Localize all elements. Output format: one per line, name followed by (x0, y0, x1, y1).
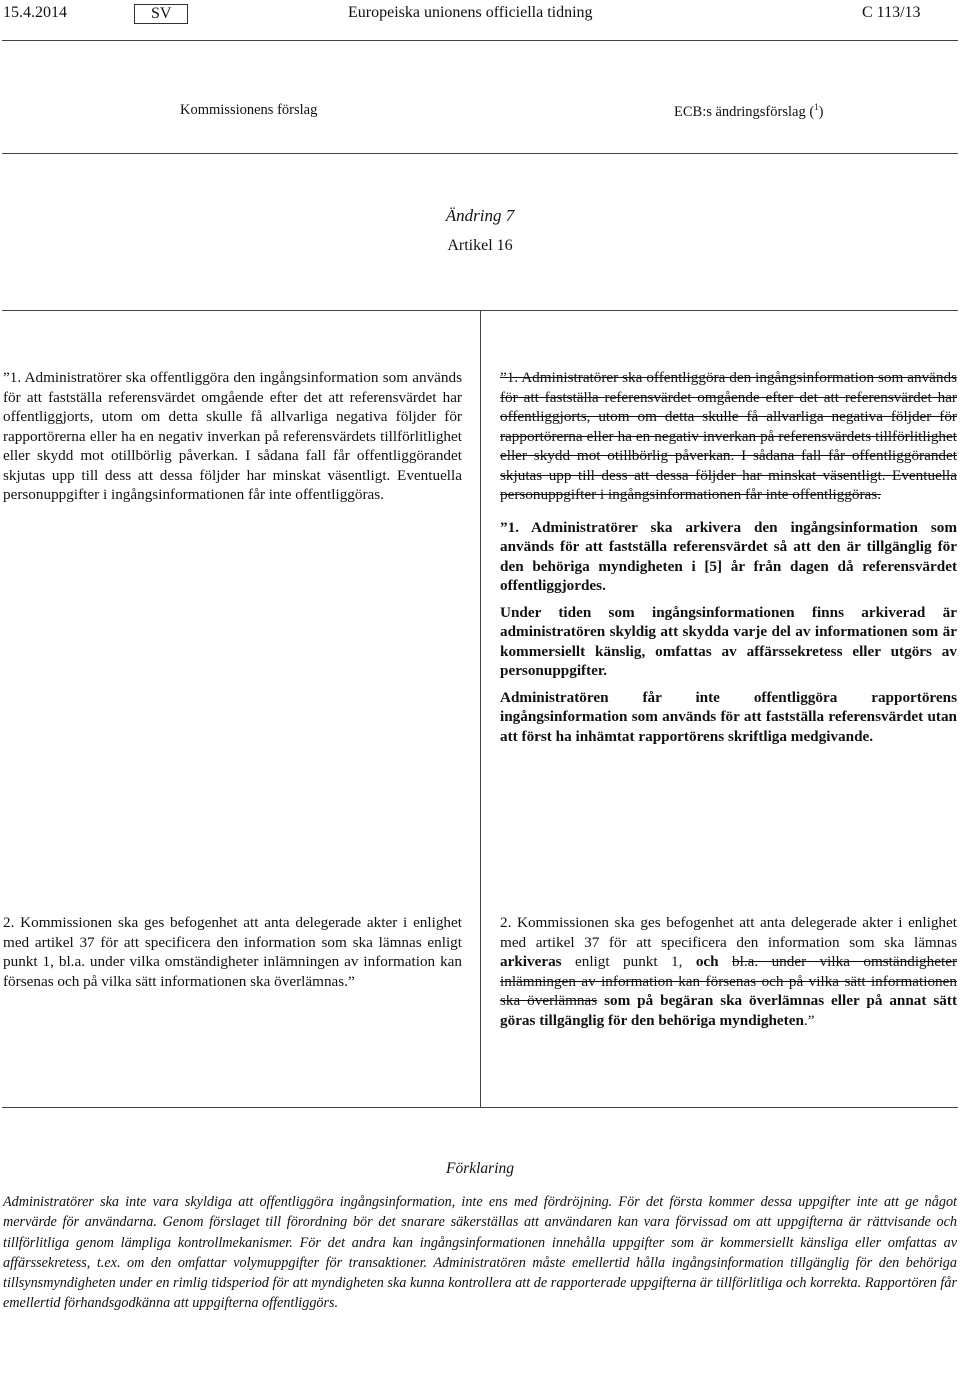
explanation-text: Administratörer ska inte vara skyldiga att offentliggöra ingångsinformation, inte ens med fördröjning. För det första kommer dessa uppgifter inte att ge något mervärde för användarna. Genom förslaget till förordning bör det snarare säkerställas att användaren kan vara förvissad om att uppgifterna är rättvisande och tillförlitliga genom lämpliga kontrollmekanismer. För det andra kan ingångsinformationen innehålla uppgifter som är kommersiellt känsliga eller omfattas av affärssekretess, t.ex. om den omfattar volymuppgifter för transaktioner. Administratören måste emellertid hålla ingångsinformation tillgänglig för den behöriga tillsynsmyndigheten under en rimlig tidsperiod för att myndigheten ska kunna kontrollera att de rapporterade uppgifterna är tillförlitliga och korrekta. Rapportören får emellertid förhandsgodkänna att uppgifterna offentliggörs. (3, 1194, 957, 1312)
inserted-text: arkiveras (500, 953, 562, 970)
left-column-heading: Kommissionens förslag (180, 102, 318, 118)
table-bottom-rule (2, 1107, 958, 1108)
inserted-text: ”1. Administratörer ska arkivera den ingångsinformation som används för att fastställa referensvärdet så att den är tillgänglig för den behöriga myndigheten i [5] år från dagen då referensvärdet offentliggjordes. (500, 518, 957, 594)
deleted-text: ”1. Administratörer ska offentliggöra den ingångsinformation som används för att fastställa referensvärdet omgående efter det att referensvärdet har offentliggjorts, utom om detta skulle få allvarliga negativa följder för rapportörerna eller ha en negativ inverkan på referensvärdets tillförlitlighet eller skydd mot otillbörlig påverkan. I sådana fall får offentliggörandet skjutas upp till dess att dessa följder har minskat väsentligt. Eventuella personuppgifter i ingångsinformationen får inte offentliggöras. (500, 369, 957, 503)
language-code: SV (134, 4, 188, 24)
header-rule (2, 40, 958, 41)
right-paragraph-1 (500, 368, 957, 746)
amendment-article: Artikel 16 (447, 237, 513, 254)
inserted-text: Administratören får inte offentliggöra rapportörens ingångsinformation som används för att fastställa referensvärdet utan att först ha inhämtat rapportörens skriftliga medgivande. (500, 688, 957, 745)
left-paragraph-2: 2. Kommissionen ska ges befogenhet att anta delegerade akter i enlighet med artikel 37 för att specificera den information som ska lämnas enligt punkt 1, bl.a. under vilka omständigheter inlämningen av information kan försenas och på vilka sätt informationen ska överlämnas.” (3, 914, 462, 990)
left-paragraph-1: ”1. Administratörer ska offentliggöra den ingångsinformation som används för att fastställa referensvärdet omgående efter det att referensvärdet har offentliggjorts, utom om detta skulle få allvarliga negativa följder för rapportörerna eller ha en negativ inverkan på referensvärdets tillförlitlighet eller skydd mot otillbörlig påverkan. I sådana fall får offentliggörandet skjutas upp till dess att dessa följder har minskat väsentligt. Eventuella personuppgifter i ingångsinformationen får inte offentliggöras. (3, 369, 462, 503)
right-column-heading: ECB:s ändringsförslag ($^1$) (674, 102, 824, 120)
deleted-text: bl.a. under vilka omständigheter inlämningen av information kan försenas och på vilka sätt informationen ska överlämnas (500, 953, 958, 1009)
journal-title: Europeiska unionens officiella tidning (348, 4, 593, 21)
inserted-text: Under tiden som ingångsinformationen finns arkiverad är administratören skyldig att skydda varje del av informationen som är kommersiellt känslig, omfattas av affärssekretess eller utgörs av personuppgifter. (500, 603, 957, 679)
footnote-marker: 1 (814, 102, 819, 112)
right-paragraph-2: 2. Kommissionen ska ges befogenhet att anta delegerade akter i enlighet med artikel 37 för att specificera den information som ska lämnas arkiveras enligt punkt 1, och bl.a. under vilka omständigheter inlämningen av information kan försenas och på vilka sätt informationen ska överlämnas som på begäran ska överlämnas eller på annat sätt göras tillgänglig för den behöriga myndigheten.” (500, 914, 958, 1029)
issue-number: C 113/13 (862, 4, 921, 21)
column-divider (480, 310, 481, 1107)
publication-date: 15.4.2014 (3, 4, 67, 21)
inserted-text: som på begäran ska överlämnas eller på annat sätt göras tillgänglig för den behöriga myndigheten (500, 992, 957, 1029)
amendment-title: Ändring 7 (445, 206, 515, 225)
page-header (0, 4, 960, 26)
inserted-text: och (695, 953, 719, 970)
column-heading-rule (2, 153, 958, 154)
explanation-title: Förklaring (445, 1160, 515, 1177)
